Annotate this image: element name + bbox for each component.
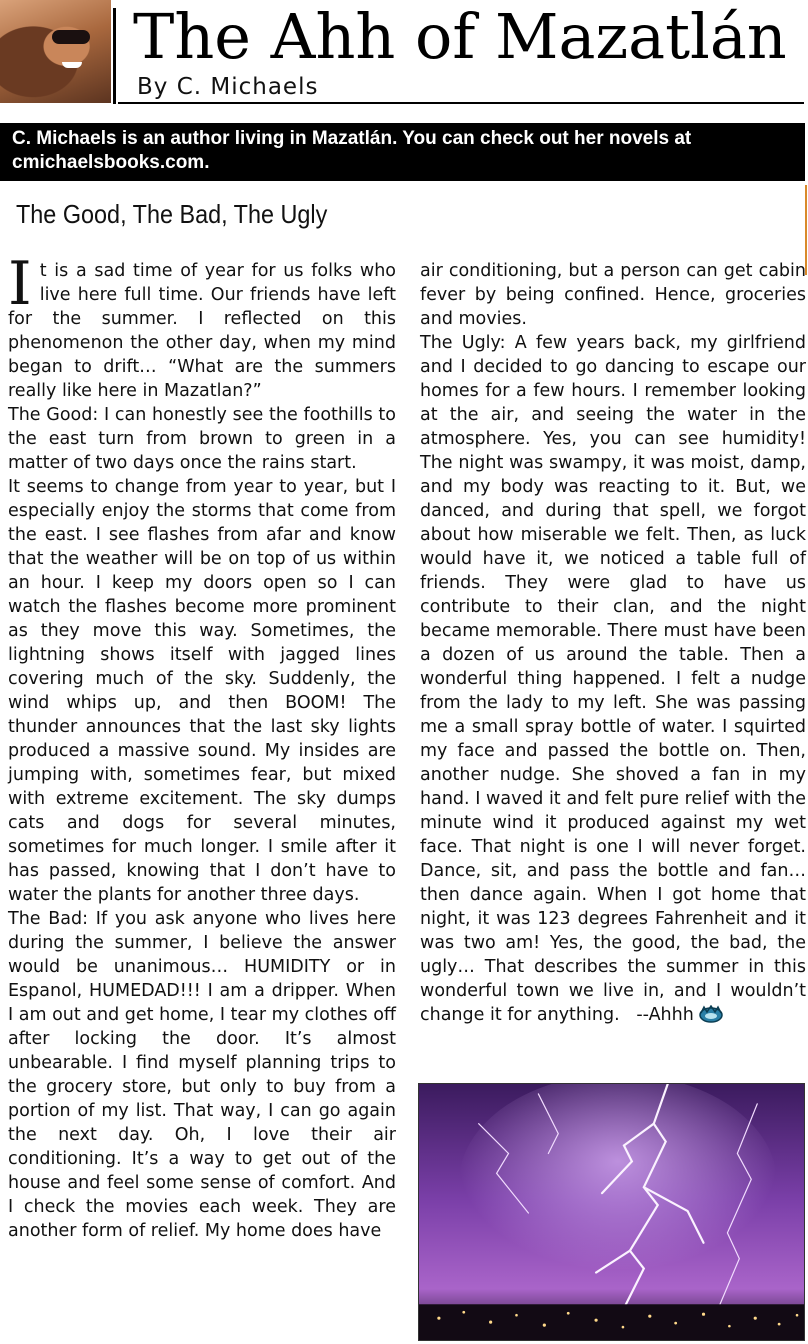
header-divider-vertical bbox=[113, 8, 116, 104]
sunglasses-shape bbox=[52, 30, 90, 44]
ahhh-logo-icon bbox=[698, 1005, 724, 1023]
paragraph-intro: t is a sad time of year for us folks who live here full time. Our friends have left for the summer. I reflected on this phenomenon the other day, when my mind began to drift… “What are the summers really like here in Mazatlan?” bbox=[8, 261, 396, 401]
column-masthead: The Ahh of Mazatlán bbox=[133, 0, 787, 73]
lightning-storm-photo bbox=[418, 1083, 805, 1341]
byline: By C. Michaels bbox=[137, 74, 319, 100]
author-photo bbox=[0, 0, 111, 103]
paragraph-ugly bbox=[420, 331, 806, 1027]
paragraph-good: The Good: I can honestly see the foothills to the east turn from brown to green in a matter of two days once the rains start. bbox=[8, 405, 396, 473]
author-bio-banner: C. Michaels is an author living in Mazatlán. You can check out her novels at cmichaelsbooks.com. bbox=[0, 123, 805, 181]
signoff: --Ahhh bbox=[636, 1005, 694, 1025]
smile-shape bbox=[62, 62, 82, 68]
article-column-2 bbox=[420, 259, 806, 1027]
article-column-1 bbox=[8, 249, 396, 1243]
paragraph-bad: The Bad: If you ask anyone who lives here during the summer, I believe the answer would be unanimous… HUMIDITY or in Espanol, HUMEDAD!!! I am a dripper. When I am out and get home, I tear my clothes off after locking the door. It’s almost unbearable. I find myself planning trips to the grocery store, but only to buy from a portion of my list. That way, I can go again the next day. Oh, I love their air conditioning. It’s a way to get out of the house and feel some sense of comfort. And I check the movies each week. They are another form of relief. My home does have bbox=[8, 909, 396, 1241]
paragraph-ugly-text: The Ugly: A few years back, my girlfriend and I decided to go dancing to escape our homes for a few hours. I remember looking at the air, and seeing the water in the atmosphere. Yes, you can see humidity! The night was swampy, it was moist, damp, and my body was reacting to it. But, we danced, and during that spell, we forgot about how miserable we felt. Then, as luck would have it, we noticed a table full of friends. They were glad to have us contribute to their clan, and the night became memorable. There must have been a dozen of us around the table. Then a wonderful thing happened. I felt a nudge from the lady to my left. She was passing me a small spray bottle of water. I squirted my face and passed the bottle on. Then, another nudge. She shoved a fan in my hand. I waved it and felt pure relief with the minute wind it produced against my wet face. That night is one I will never forget. Dance, sit, and pass the bottle and fan… then dance again. When I got home that night, it was 123 degrees Fahrenheit and it was two am! Yes, the good, the bad, the ugly… That describes the summer in this wonderful town we live in, and I wouldn’t change it for anything. bbox=[420, 333, 806, 1025]
article-title: The Good, The Bad, The Ugly bbox=[16, 199, 328, 229]
header-divider-horizontal bbox=[118, 102, 804, 104]
drop-cap: I bbox=[8, 249, 32, 319]
paragraph-bad-continued: air conditioning, but a person can get cabin fever by being confined. Hence, groceries and movies. bbox=[420, 261, 806, 329]
paragraph-storms: It seems to change from year to year, but I especially enjoy the storms that come from the east. I see flashes from afar and know that the weather will be on top of us within an hour. I keep my doors open so I can watch the flashes become more prominent as they move this way. Sometimes, the lightning shows itself with jagged lines covering much of the sky. Suddenly, the wind whips up, and then BOOM! The thunder announces that the last sky lights produced a massive sound. My insides are jumping with, sometimes fear, but mixed with extreme excitement. The sky dumps cats and dogs for several minutes, sometimes for much longer. I smile after it has passed, knowing that I don’t have to water the plants for another three days. bbox=[8, 477, 396, 905]
